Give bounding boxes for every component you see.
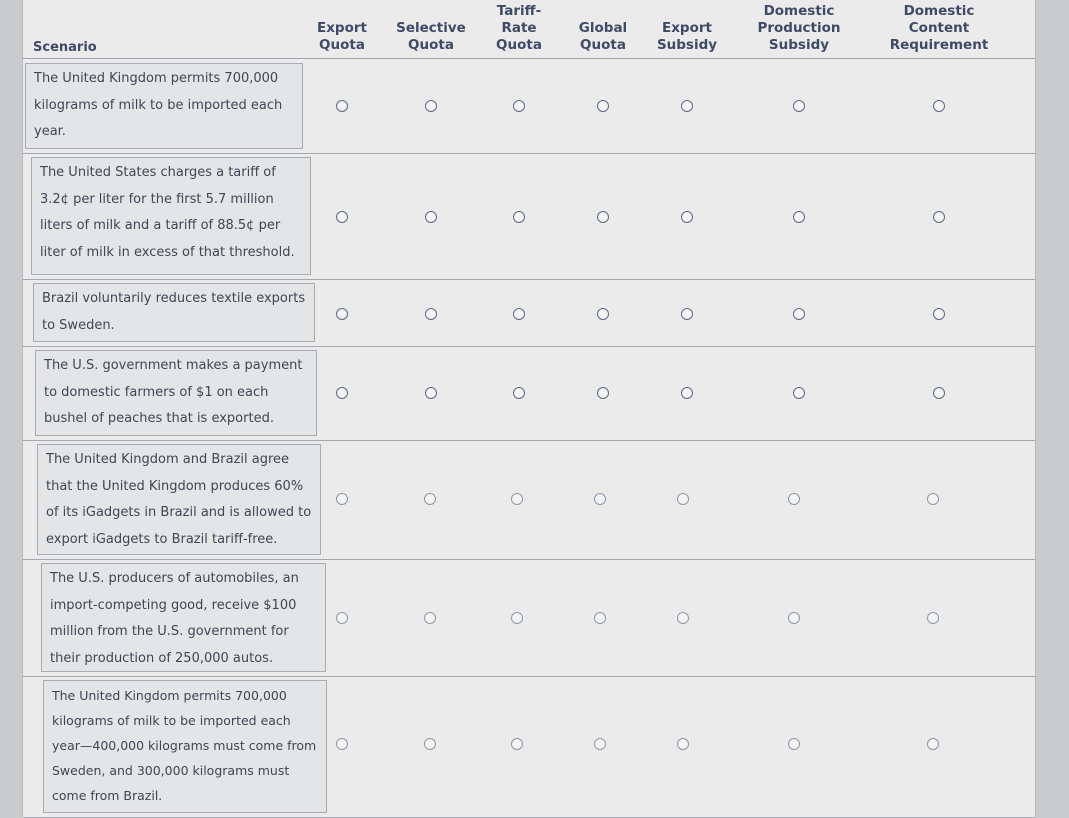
radio-domestic-production-subsidy[interactable] bbox=[793, 387, 805, 399]
radio-export-quota[interactable] bbox=[336, 308, 348, 320]
radio-domestic-content-requirement[interactable] bbox=[927, 612, 939, 624]
radio-export-subsidy[interactable] bbox=[677, 493, 689, 505]
radio-tariff-rate-quota[interactable] bbox=[513, 211, 525, 223]
scenario-text: The U.S. government makes a payment to domestic farmers of $1 on each bushel of peaches that is exported. bbox=[35, 350, 317, 436]
radio-export-quota[interactable] bbox=[336, 738, 348, 750]
scenario-text: Brazil voluntarily reduces textile exports to Sweden. bbox=[33, 283, 315, 342]
radio-domestic-content-requirement[interactable] bbox=[933, 100, 945, 112]
radio-export-subsidy[interactable] bbox=[677, 612, 689, 624]
radio-selective-quota[interactable] bbox=[425, 100, 437, 112]
column-header-global-quota: Global Quota bbox=[578, 20, 628, 53]
scenario-text: The United States charges a tariff of 3.2¢ per liter for the first 5.7 million liters of milk and a tariff of 88.5¢ per liter of milk in excess of that threshold. bbox=[31, 157, 311, 275]
radio-domestic-production-subsidy[interactable] bbox=[788, 612, 800, 624]
radio-export-subsidy[interactable] bbox=[681, 387, 693, 399]
radio-domestic-content-requirement[interactable] bbox=[933, 308, 945, 320]
radio-tariff-rate-quota[interactable] bbox=[513, 308, 525, 320]
column-header-export-quota: Export Quota bbox=[317, 20, 367, 53]
radio-global-quota[interactable] bbox=[597, 308, 609, 320]
column-header-export-subsidy: Export Subsidy bbox=[656, 20, 718, 53]
radio-tariff-rate-quota[interactable] bbox=[511, 738, 523, 750]
radio-tariff-rate-quota[interactable] bbox=[511, 612, 523, 624]
radio-export-subsidy[interactable] bbox=[681, 308, 693, 320]
classification-table bbox=[22, 0, 1036, 817]
radio-export-subsidy[interactable] bbox=[677, 738, 689, 750]
table-row bbox=[23, 153, 1035, 280]
radio-global-quota[interactable] bbox=[594, 612, 606, 624]
radio-selective-quota[interactable] bbox=[425, 387, 437, 399]
radio-tariff-rate-quota[interactable] bbox=[511, 493, 523, 505]
radio-domestic-production-subsidy[interactable] bbox=[793, 308, 805, 320]
radio-tariff-rate-quota[interactable] bbox=[513, 100, 525, 112]
radio-selective-quota[interactable] bbox=[424, 612, 436, 624]
scenario-text: The United Kingdom and Brazil agree that the United Kingdom produces 60% of its iGadgets in Brazil and is allowed to export iGadgets to Brazil tariff-free. bbox=[37, 444, 321, 555]
column-header-domestic-content-requirement: Domestic Content Requirement bbox=[889, 3, 989, 53]
radio-domestic-content-requirement[interactable] bbox=[927, 493, 939, 505]
radio-selective-quota[interactable] bbox=[424, 493, 436, 505]
table-row bbox=[23, 346, 1035, 441]
radio-export-quota[interactable] bbox=[336, 100, 348, 112]
scenario-text: The United Kingdom permits 700,000 kilograms of milk to be imported each year—400,000 kilograms must come from Sweden, and 300,000 kilograms must come from Brazil. bbox=[43, 680, 327, 813]
radio-global-quota[interactable] bbox=[597, 211, 609, 223]
radio-export-quota[interactable] bbox=[336, 211, 348, 223]
radio-export-quota[interactable] bbox=[336, 612, 348, 624]
table-row bbox=[23, 676, 1035, 818]
scenario-column-header: Scenario bbox=[33, 40, 97, 55]
radio-global-quota[interactable] bbox=[594, 493, 606, 505]
column-header-tariff-rate-quota: Tariff- Rate Quota bbox=[496, 3, 542, 53]
radio-domestic-production-subsidy[interactable] bbox=[793, 100, 805, 112]
radio-domestic-production-subsidy[interactable] bbox=[788, 493, 800, 505]
table-row bbox=[23, 559, 1035, 677]
radio-global-quota[interactable] bbox=[597, 100, 609, 112]
radio-domestic-content-requirement[interactable] bbox=[933, 387, 945, 399]
column-header-selective-quota: Selective Quota bbox=[396, 20, 466, 53]
table-header bbox=[23, 0, 1035, 59]
column-header-domestic-production-subsidy: Domestic Production Subsidy bbox=[757, 3, 841, 53]
scenario-text: The United Kingdom permits 700,000 kilograms of milk to be imported each year. bbox=[25, 63, 303, 149]
radio-tariff-rate-quota[interactable] bbox=[513, 387, 525, 399]
radio-export-quota[interactable] bbox=[336, 493, 348, 505]
radio-export-quota[interactable] bbox=[336, 387, 348, 399]
radio-global-quota[interactable] bbox=[594, 738, 606, 750]
radio-domestic-production-subsidy[interactable] bbox=[793, 211, 805, 223]
radio-selective-quota[interactable] bbox=[425, 308, 437, 320]
table-row bbox=[23, 440, 1035, 560]
radio-global-quota[interactable] bbox=[597, 387, 609, 399]
radio-selective-quota[interactable] bbox=[424, 738, 436, 750]
radio-export-subsidy[interactable] bbox=[681, 211, 693, 223]
table-row bbox=[23, 59, 1035, 154]
radio-selective-quota[interactable] bbox=[425, 211, 437, 223]
table-row bbox=[23, 279, 1035, 347]
scenario-text: The U.S. producers of automobiles, an import-competing good, receive $100 million from the U.S. government for their production of 250,000 autos. bbox=[41, 563, 326, 672]
radio-domestic-content-requirement[interactable] bbox=[933, 211, 945, 223]
radio-export-subsidy[interactable] bbox=[681, 100, 693, 112]
radio-domestic-production-subsidy[interactable] bbox=[788, 738, 800, 750]
radio-domestic-content-requirement[interactable] bbox=[927, 738, 939, 750]
